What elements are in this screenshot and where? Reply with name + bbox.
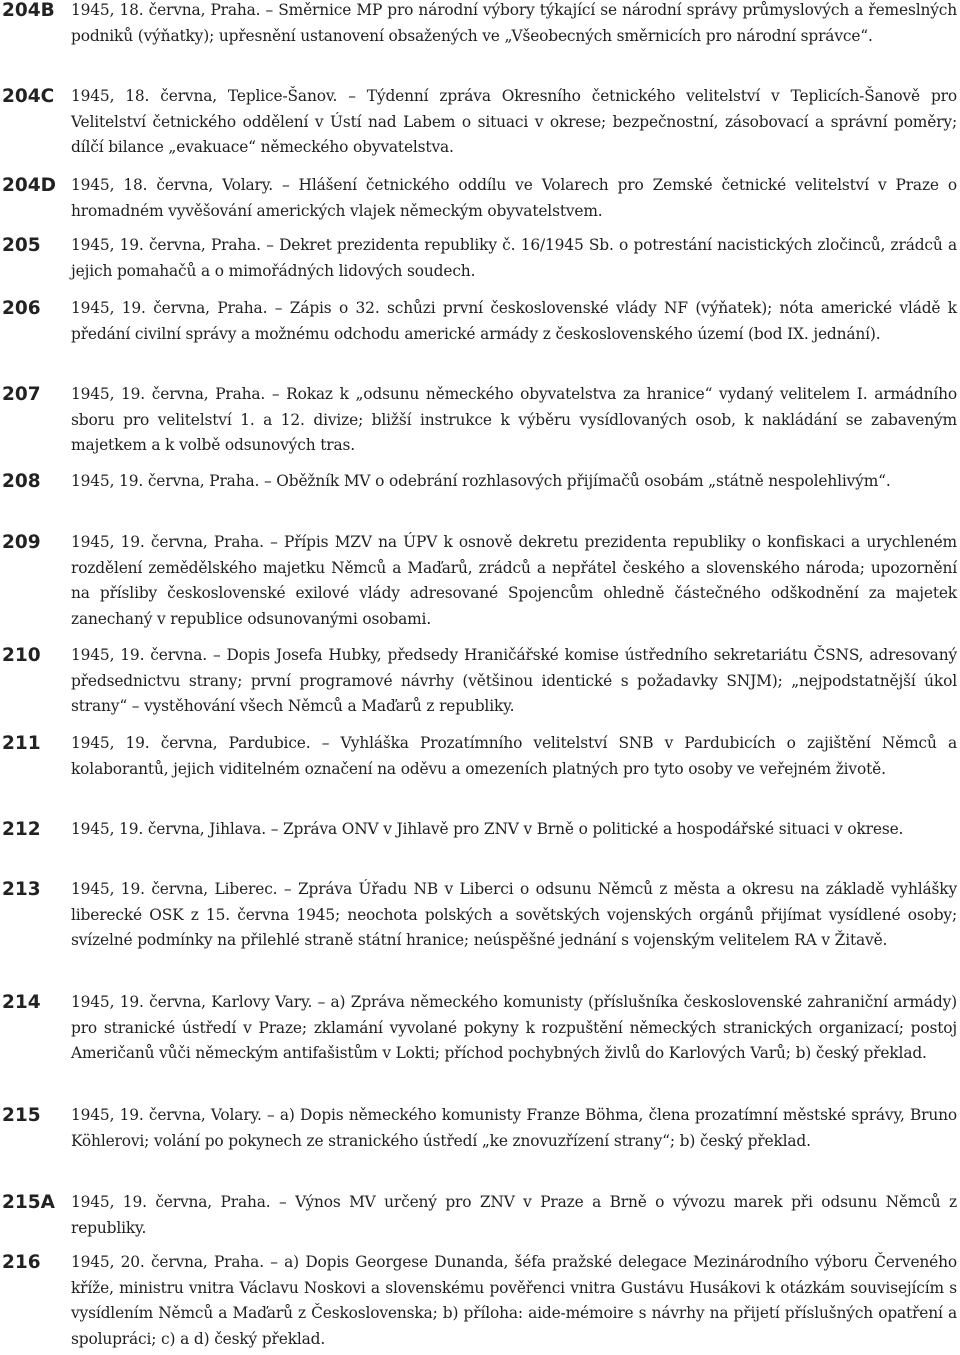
entry-number: 206 xyxy=(2,298,41,319)
entry-description: Týdenní zpráva Okresního četnického velitelství v Teplicích-Šanově pro Velitelství četnického oddělení v Ústí nad Labem o situaci v okrese; bezpečnostní, zásobovací a správní poměry; dílčí bilance „evakuace“ německého obyvatelstva. xyxy=(71,87,958,157)
entry-number: 215 xyxy=(2,1105,41,1126)
entry-date-place: 1945, 19. června, Praha. xyxy=(71,236,261,254)
entry-text: 1945, 18. června, Praha. – Směrnice MP pro národní výbory týkající se národní správy průmyslových a řemeslných podniků (výňatky); upřesnění ustanovení obsažených ve „Všeobecných směrnicích pro národní správce“. xyxy=(71,1,958,45)
entry-text: 1945, 19. června, Pardubice. – Vyhláška Prozatímního velitelství SNB v Pardubicích o zajištění Němců a kolaborantů, jejich viditelném označení na oděvu a omezeních platných pro tyto osoby ve veřejném životě. xyxy=(71,734,957,778)
entry-text: 1945, 19. června, Karlovy Vary. – a) Zpráva německého komunisty (příslušníka československé zahraniční armády) pro stranické ústředí v Praze; zklamání vyvolané pokyny k rozpuštění německých stranických organizací; postoj Američanů vůči německým antifašistům v Lokti; příchod pochybných živlů do Karlových Varů; b) český překlad. xyxy=(71,993,958,1063)
entry-number: 213 xyxy=(2,879,41,900)
entry-date-place: 1945, 18. června, Volary. xyxy=(71,176,273,194)
entry-date-place: 1945, 19. června, Praha. xyxy=(71,299,268,317)
entry-date-place: 1945, 19. června, Liberec. xyxy=(71,880,278,898)
entry-number: 210 xyxy=(2,645,41,666)
entry-number: 212 xyxy=(2,819,41,840)
entry-description: Rokaz k „odsunu německého obyvatelstva za hranice“ vydaný velitelem I. armádního sboru pro velitelství 1. a 12. divize; bližší instrukce k výběru vysídlovaných osob, k nakládání se zabaveným majetkem a k volbě odsunových tras. xyxy=(71,385,958,455)
entry-description: Směrnice MP pro národní výbory týkající se národní správy průmyslových a řemeslných podniků (výňatky); upřesnění ustanovení obsažených ve „Všeobecných směrnicích pro národní správce“. xyxy=(71,1,958,45)
entry-text: 1945, 19. června, Praha. – Přípis MZV na ÚPV k osnově dekretu prezidenta republiky o konfiskaci a urychleném rozdělení zemědělského majetku Němců a Maďarů, zrádců a nepřátel českého a slovenského národa; upozornění na přísliby československé exilové vlády adresované Spojencům ohledně částečného odškodnění za majetek zanechaný v republice odsunovanými osobami. xyxy=(71,533,957,628)
entry-number: 211 xyxy=(2,733,41,754)
entry-text: 1945, 19. června, Praha. – Výnos MV určený pro ZNV v Praze a Brně o vývozu marek při odsunu Němců z republiky. xyxy=(71,1193,958,1237)
entry-number: 208 xyxy=(2,471,41,492)
entry-description: Vyhláška Prozatímního velitelství SNB v Pardubicích o zajištění Němců a kolaborantů, jejich viditelném označení na oděvu a omezeních platných pro tyto osoby ve veřejném životě. xyxy=(71,734,957,778)
entry-number: 205 xyxy=(2,235,41,256)
entry-text: 1945, 19. června, Praha. – Oběžník MV o odebrání rozhlasových přijímačů osobám „státně nespolehlivým“. xyxy=(71,472,891,490)
entry-date-place: 1945, 18. června, Praha. xyxy=(71,1,261,19)
entry-number: 204B xyxy=(2,0,55,21)
entry-date-place: 1945, 19. června, Volary. xyxy=(71,1106,262,1124)
entry-description: Zpráva Úřadu NB v Liberci o odsunu Němců z města a okresu na základě vyhlášky liberecké OSK z 15. června 1945; neochota polských a sovětských vojenských orgánů přijímat vysídlené osoby; svízelné podmínky na přilehlé straně státní hranice; neúspěšné jednání s vojenským velitelem RA v Žitavě. xyxy=(71,880,958,950)
entry-date-place: 1945, 19. června, Karlovy Vary. xyxy=(71,993,313,1011)
entry-text: 1945, 19. června, Liberec. – Zpráva Úřadu NB v Liberci o odsunu Němců z města a okresu na základě vyhlášky liberecké OSK z 15. června 1945; neochota polských a sovětských vojenských orgánů přijímat vysídlené osoby; svízelné podmínky na přilehlé straně státní hranice; neúspěšné jednání s vojenským velitelem RA v Žitavě. xyxy=(71,880,958,950)
entry-description: Zpráva ONV v Jihlavě pro ZNV v Brně o politické a hospodářské situaci v okrese. xyxy=(282,820,904,838)
entry-text: 1945, 19. června, Volary. – a) Dopis německého komunisty Franze Böhma, člena prozatímní městské správy, Bruno Köhlerovi; volání po pokynech ze stranického ústředí „ke znovuzřízení strany“; b) český překlad. xyxy=(71,1106,957,1150)
entry-text: 1945, 19. června, Praha. – Rokaz k „odsunu německého obyvatelstva za hranice“ vydaný velitelem I. armádního sboru pro velitelství 1. a 12. divize; bližší instrukce k výběru vysídlovaných osob, k nakládání se zabaveným majetkem a k volbě odsunových tras. xyxy=(71,385,958,455)
entry-description: Přípis MZV na ÚPV k osnově dekretu prezidenta republiky o konfiskaci a urychleném rozdělení zemědělského majetku Němců a Maďarů, zrádců a nepřátel českého a slovenského národa; upozornění na přísliby československé exilové vlády adresované Spojencům ohledně částečného odškodnění za majetek zanechaný v republice odsunovanými osobami. xyxy=(71,533,957,628)
entry-date-place: 1945, 19. června, Praha. xyxy=(71,1193,271,1211)
entry-description: Výnos MV určený pro ZNV v Praze a Brně o vývozu marek při odsunu Němců z republiky. xyxy=(71,1193,958,1237)
entry-text: 1945, 18. června, Volary. – Hlášení četnického oddílu ve Volarech pro Zemské četnické velitelství v Praze o hromadném vyvěšování amerických vlajek německým obyvatelstvem. xyxy=(71,176,957,220)
entry-number: 214 xyxy=(2,992,41,1013)
entry-date-place: 1945, 19. června, Praha. xyxy=(71,533,264,551)
entry-description: a) Dopis Georgese Dunanda, šéfa pražské delegace Mezinárodního výboru Červeného kříže, ministru vnitra Václavu Noskovi a slovenskému pověřenci vnitra Gustávu Husákovi k otázkám souvisejícím s vysídlením Němců a Maďarů z Československa; b) příloha: aide-mémoire s návrhy na přijetí příslušných opatření a spolupráci; c) a d) český překlad. xyxy=(71,1253,957,1348)
entry-date-place: 1945, 20. června, Praha. xyxy=(71,1253,264,1271)
entry-text: 1945, 20. června, Praha. – a) Dopis Georgese Dunanda, šéfa pražské delegace Mezinárodního výboru Červeného kříže, ministru vnitra Václavu Noskovi a slovenskému pověřenci vnitra Gustávu Husákovi k otázkám souvisejícím s vysídlením Němců a Maďarů z Československa; b) příloha: aide-mémoire s návrhy na přijetí příslušných opatření a spolupráci; c) a d) český překlad. xyxy=(71,1253,957,1348)
entry-description: a) Zpráva německého komunisty (příslušníka československé zahraniční armády) pro stranické ústředí v Praze; zklamání vyvolané pokyny k rozpuštění německých stranických organizací; postoj Američanů vůči německým antifašistům v Lokti; příchod pochybných živlů do Karlových Varů; b) český překlad. xyxy=(71,993,958,1063)
entry-text: 1945, 19. června. – Dopis Josefa Hubky, předsedy Hraničářské komise ústředního sekretariátu ČSNS, adresovaný předsednictvu strany; první programové návrhy (většinou identické s požadavky SNJM); „nejpodstatnější úkol strany“ – vystěhování všech Němců a Maďarů z republiky. xyxy=(71,646,958,716)
entry-date-place: 1945, 18. června, Teplice-Šanov. xyxy=(71,87,338,105)
entry-text: 1945, 18. června, Teplice-Šanov. – Týdenní zpráva Okresního četnického velitelství v Teplicích-Šanově pro Velitelství četnického oddělení v Ústí nad Labem o situaci v okrese; bezpečnostní, zásobovací a správní poměry; dílčí bilance „evakuace“ německého obyvatelstva. xyxy=(71,87,958,157)
entry-date-place: 1945, 19. června. xyxy=(71,646,207,664)
entry-date-place: 1945, 19. června, Praha. xyxy=(71,385,266,403)
entry-number: 209 xyxy=(2,532,41,553)
entry-number: 216 xyxy=(2,1252,41,1273)
entry-description: Dekret prezidenta republiky č. 16/1945 Sb. o potrestání nacistických zločinců, zrádců a jejich pomahačů a o mimořádných lidových soudech. xyxy=(71,236,957,280)
entry-description: Oběžník MV o odebrání rozhlasových přijímačů osobám „státně nespolehlivým“. xyxy=(276,472,891,490)
entry-description: Zápis o 32. schůzi první československé vlády NF (výňatek); nóta americké vládě k předání civilní správy a možnému odchodu americké armády z československého území (bod IX. jednání). xyxy=(71,299,957,343)
entry-text: 1945, 19. června, Praha. – Dekret prezidenta republiky č. 16/1945 Sb. o potrestání nacistických zločinců, zrádců a jejich pomahačů a o mimořádných lidových soudech. xyxy=(71,236,957,280)
entry-number: 204D xyxy=(2,175,56,196)
entry-description: a) Dopis německého komunisty Franze Böhma, člena prozatímní městské správy, Bruno Köhlerovi; volání po pokynech ze stranického ústředí „ke znovuzřízení strany“; b) český překlad. xyxy=(71,1106,957,1150)
entry-description: Hlášení četnického oddílu ve Volarech pro Zemské četnické velitelství v Praze o hromadném vyvěšování amerických vlajek německým obyvatelstvem. xyxy=(71,176,957,220)
entry-number: 215A xyxy=(2,1192,55,1213)
entry-description: Dopis Josefa Hubky, předsedy Hraničářské komise ústředního sekretariátu ČSNS, adresovaný předsednictvu strany; první programové návrhy (většinou identické s požadavky SNJM); „nejpodstatnější úkol strany“ – vystěhování všech Němců a Maďarů z republiky. xyxy=(71,646,958,716)
entry-text: 1945, 19. června, Jihlava. – Zpráva ONV v Jihlavě pro ZNV v Brně o politické a hospodářské situaci v okrese. xyxy=(71,820,904,838)
entry-date-place: 1945, 19. června, Pardubice. xyxy=(71,734,311,752)
entry-date-place: 1945, 19. června, Praha. xyxy=(71,472,260,490)
entry-number: 207 xyxy=(2,384,41,405)
entry-number: 204C xyxy=(2,86,55,107)
entry-text: 1945, 19. června, Praha. – Zápis o 32. schůzi první československé vlády NF (výňatek); nóta americké vládě k předání civilní správy a možnému odchodu americké armády z československého území (bod IX. jednání). xyxy=(71,299,957,343)
entry-date-place: 1945, 19. června, Jihlava. xyxy=(71,820,266,838)
